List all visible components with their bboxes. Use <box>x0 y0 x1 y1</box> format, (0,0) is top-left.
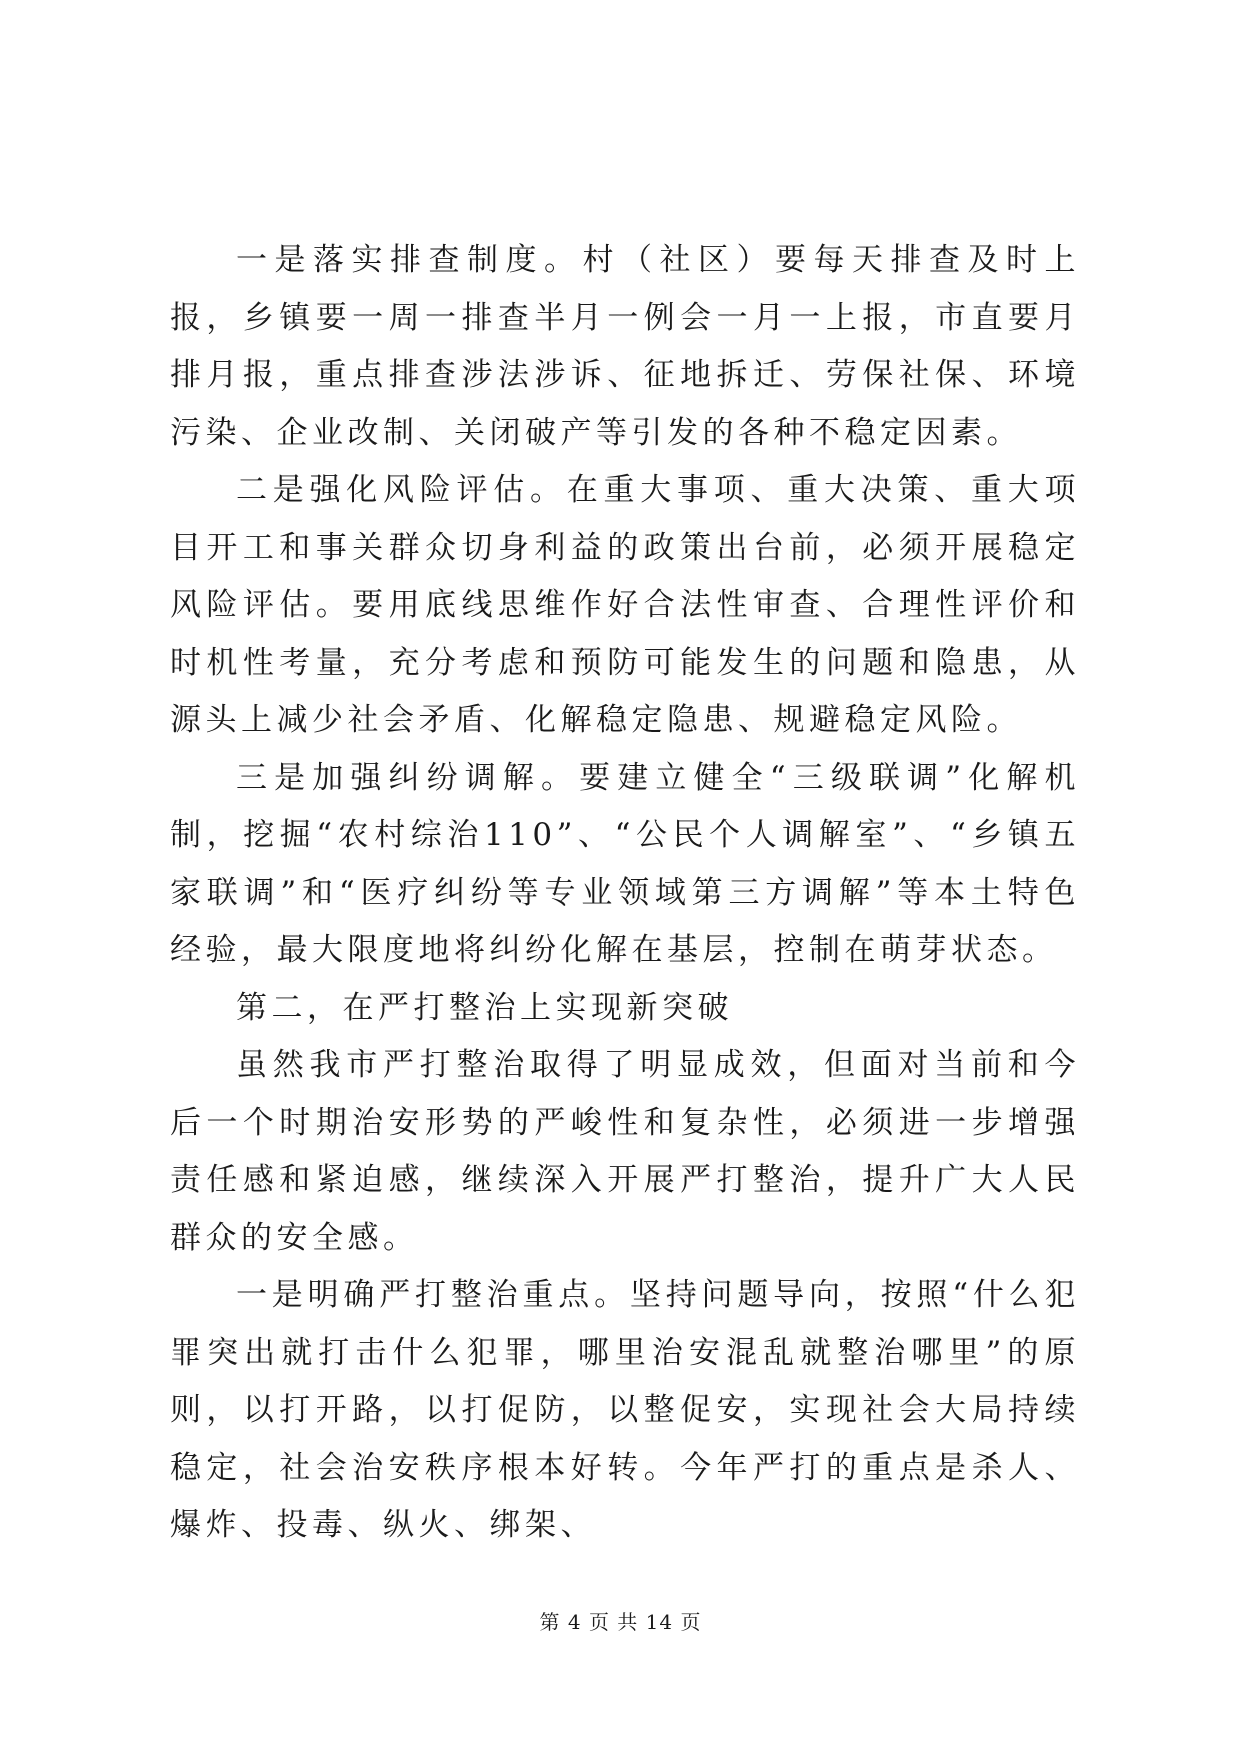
paragraph-1: 一是落实排查制度。村（社区）要每天排查及时上报，乡镇要一周一排查半月一例会一月一上报，市直要月排月报，重点排查涉法涉诉、征地拆迁、劳保社保、环境污染、企业改制、关闭破产等引发的各种不稳定因素。 <box>170 242 1080 451</box>
document-body <box>170 232 1080 1555</box>
paragraph-5: 一是明确严打整治重点。坚持问题导向，按照“什么犯罪突出就打击什么犯罪，哪里治安混乱就整治哪里”的原则，以打开路，以打促防，以整促安，实现社会大局持续稳定，社会治安秩序根本好转。今年严打的重点是杀人、爆炸、投毒、纵火、绑架、 <box>170 1277 1080 1543</box>
section-heading: 第二，在严打整治上实现新突破 <box>236 989 733 1026</box>
page-number-footer: 第 4 页 共 14 页 <box>539 1610 702 1634</box>
paragraph-2: 二是强化风险评估。在重大事项、重大决策、重大项目开工和事关群众切身利益的政策出台前，必须开展稳定风险评估。要用底线思维作好合法性审查、合理性评价和时机性考量，充分考虑和预防可能发生的问题和隐患，从源头上减少社会矛盾、化解稳定隐患、规避稳定风险。 <box>170 472 1080 738</box>
paragraph-4: 虽然我市严打整治取得了明显成效，但面对当前和今后一个时期治安形势的严峻性和复杂性，必须进一步增强责任感和紧迫感，继续深入开展严打整治，提升广大人民群众的安全感。 <box>170 1047 1080 1256</box>
paragraph-3: 三是加强纠纷调解。要建立健全“三级联调”化解机制，挖掘“农村综治110”、“公民个人调解室”、“乡镇五家联调”和“医疗纠纷等专业领域第三方调解”等本土特色经验，最大限度地将纠纷化解在基层，控制在萌芽状态。 <box>170 759 1080 968</box>
